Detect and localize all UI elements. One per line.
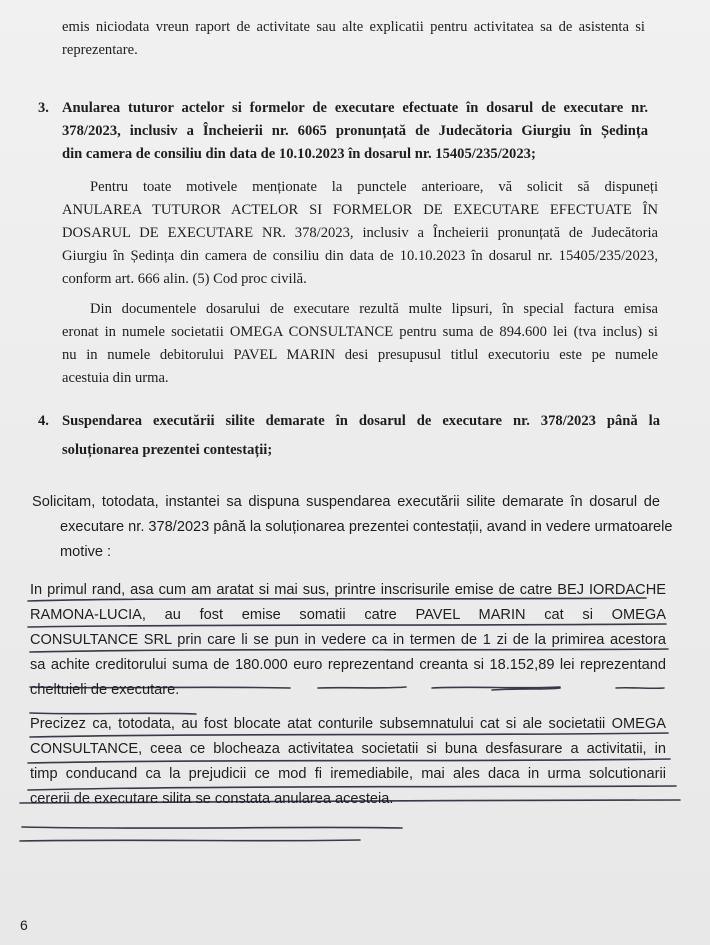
text-line: Pentru toate motivele menționate la punctele anterioare, vă solicit să dispuneți xyxy=(90,179,658,195)
heading-line: soluționarea prezentei contestații; xyxy=(62,442,273,458)
intro-paragraph xyxy=(62,16,645,62)
text-line: CONSULTANCE SRL prin care li se pun in vedere ca in termen de 1 zi de la primirea acestora xyxy=(30,632,666,648)
text-line: reprezentare. xyxy=(62,42,138,58)
section-4-paragraph-1 xyxy=(32,490,673,565)
underline-stroke xyxy=(22,827,402,828)
text-line: emis niciodata vreun raport de activitate sau alte explicatii pentru activitatea sa de asistenta si xyxy=(62,19,645,35)
underline-stroke xyxy=(20,840,360,841)
page-number: 6 xyxy=(20,917,28,933)
heading-line: Anularea tuturor actelor si formelor de executare efectuate în dosarul de executare nr. xyxy=(62,100,648,116)
text-line: Precizez ca, totodata, au fost blocate atat conturile subsemnatului cat si ale societatii OMEGA xyxy=(30,716,666,732)
text-line: ANULAREA TUTUROR ACTELOR SI FORMELOR DE EXECUTARE EFECTUATE ÎN xyxy=(62,202,658,218)
text-line: executare nr. 378/2023 până la soluționarea prezentei contestații, avand in vedere urmatoarele xyxy=(60,519,673,535)
text-line: Din documentele dosarului de executare rezultă multe lipsuri, în special factura emisa xyxy=(90,301,658,317)
section-4-paragraph-3 xyxy=(30,712,666,812)
text-line: acestuia din urma. xyxy=(62,370,169,386)
section-3-number: 3. xyxy=(38,100,49,116)
section-3-heading xyxy=(62,97,648,166)
text-line: eronat in numele societatii OMEGA CONSULTANCE pentru suma de 894.600 lei (tva inclus) si xyxy=(62,324,658,340)
text-line: nu in numele debitorului PAVEL MARIN desi presupusul titlul executoriu este pe numele xyxy=(62,347,658,363)
section-3-paragraph-2 xyxy=(62,298,658,390)
section-3-paragraph-1 xyxy=(62,176,658,291)
text-line: Giurgiu în Ședința din camera de consiliu din data de 10.10.2023 în dosarul nr. 15405/235/2023, xyxy=(62,248,658,264)
heading-line: Suspendarea executării silite demarate în dosarul de executare nr. 378/2023 până la xyxy=(62,413,660,429)
text-line: cererii de executare silita se constata anularea acesteia. xyxy=(30,791,394,807)
section-4-heading xyxy=(62,410,660,462)
text-line: sa achite creditorului suma de 180.000 euro reprezentand creanta si 18.152,89 lei reprezentand xyxy=(30,657,666,673)
text-line: cheltuieli de executare. xyxy=(30,682,180,698)
text-line: conform art. 666 alin. (5) Cod proc civilă. xyxy=(62,271,307,287)
text-line: motive : xyxy=(60,544,112,560)
heading-line: din camera de consiliu din data de 10.10.2023 în dosarul nr. 15405/235/2023; xyxy=(62,146,536,162)
text-line: DOSARUL DE EXECUTARE NR. 378/2023, inclusiv a Încheierii pronunțată de Judecătoria xyxy=(62,225,658,241)
heading-line: 378/2023, inclusiv a Încheierii nr. 6065 pronunțată de Judecătoria Giurgiu în Ședința xyxy=(62,123,648,139)
text-line: Solicitam, totodata, instantei sa dispuna suspendarea executării silite demarate în dosarul de xyxy=(32,494,660,510)
text-line: RAMONA-LUCIA, au fost emise somatii catre PAVEL MARIN cat si OMEGA xyxy=(30,607,666,623)
text-line: In primul rand, asa cum am aratat si mai sus, printre inscrisurile emise de catre BEJ IORDACHE xyxy=(30,582,666,598)
section-4-number: 4. xyxy=(38,413,49,429)
section-4-paragraph-2 xyxy=(30,578,666,703)
text-line: CONSULTANCE, ceea ce blocheaza activitatea societatii si buna desfasurare a activitatii, in xyxy=(30,741,666,757)
text-line: timp conducand ca la prejudicii ce mod fi iremediabile, mai ales daca in urma solcutionarii xyxy=(30,766,666,782)
